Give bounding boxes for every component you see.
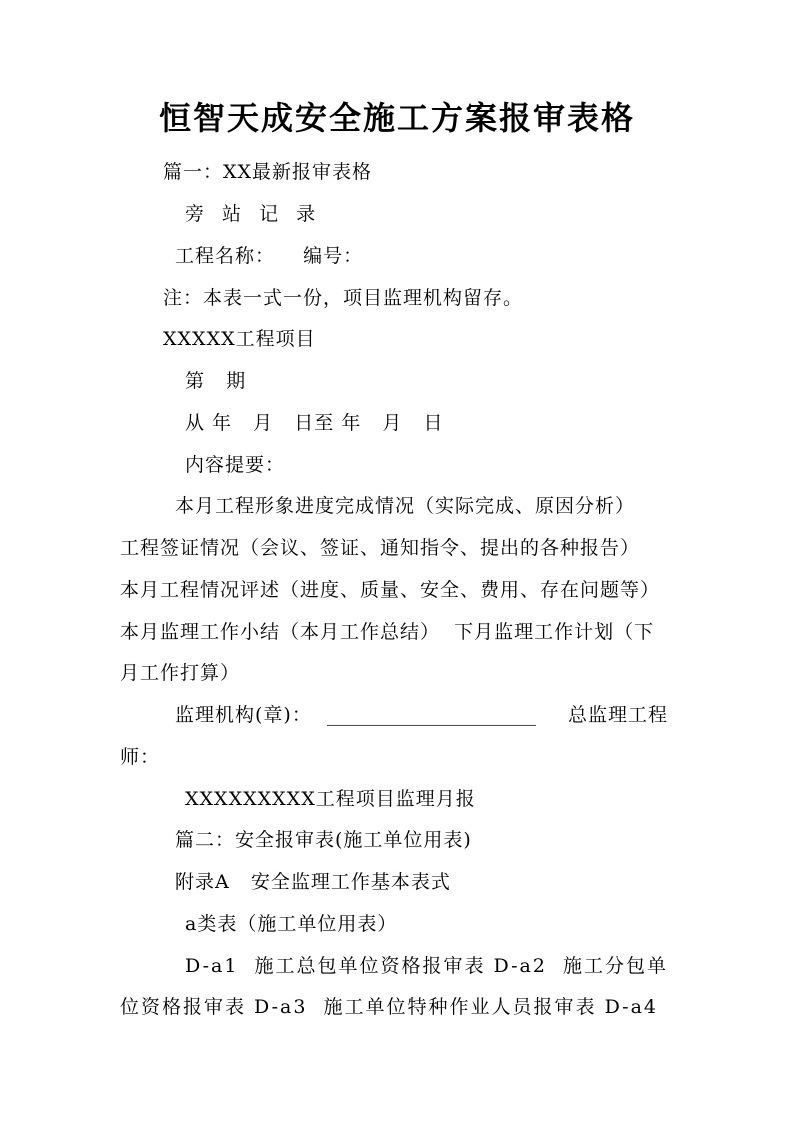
section-one-heading: 篇一：XX最新报审表格 — [163, 161, 373, 183]
summary-label: 内容提要： — [185, 454, 286, 476]
visa-line: 工程签证情况（会议、签证、通知指令、提出的各种报告） — [120, 537, 641, 559]
date-range-line: 从 年 月 日至 年 月 日 — [185, 412, 444, 434]
monthly-report-title: XXXXXXXXX工程项目监理月报 — [185, 788, 476, 810]
signature-blank: ______________________ — [327, 704, 536, 726]
summary-plan-line: 本月监理工作小结（本月工作总结） 下月监理工作计划（下 — [120, 621, 655, 643]
plan-continuation-line: 月工作打算） — [120, 662, 241, 684]
document-title: 恒智天成安全施工方案报审表格 — [158, 99, 635, 137]
section-two-heading: 篇二：安全报审表(施工单位用表) — [175, 829, 472, 851]
progress-line: 本月工程形象进度完成情况（实际完成、原因分析） — [175, 495, 636, 517]
project-name-number-line: 工程名称： 编号： — [175, 245, 364, 267]
form-list-line-1: D-a1 施工总包单位资格报审表 D-a2 施工分包单 — [185, 955, 669, 977]
class-a-forms-line: a类表（施工单位用表） — [185, 913, 398, 935]
note-line: 注：本表一式一份，项目监理机构留存。 — [163, 287, 524, 309]
evaluation-line: 本月工程情况评述（进度、质量、安全、费用、存在问题等） — [120, 579, 661, 601]
period-line: 第 期 — [185, 370, 247, 392]
supervision-org-label: 监理机构(章)： — [175, 704, 312, 726]
chief-engineer-label: 总监理工程 — [568, 704, 669, 726]
form-heading-pangzhan: 旁 站 记 录 — [185, 203, 322, 225]
chief-engineer-continuation: 师： — [120, 746, 161, 768]
project-line: XXXXX工程项目 — [163, 328, 316, 350]
appendix-a-line: 附录A 安全监理工作基本表式 — [175, 871, 451, 893]
form-list-line-2: 位资格报审表 D-a3 施工单位特种作业人员报审表 D-a4 — [120, 996, 659, 1018]
